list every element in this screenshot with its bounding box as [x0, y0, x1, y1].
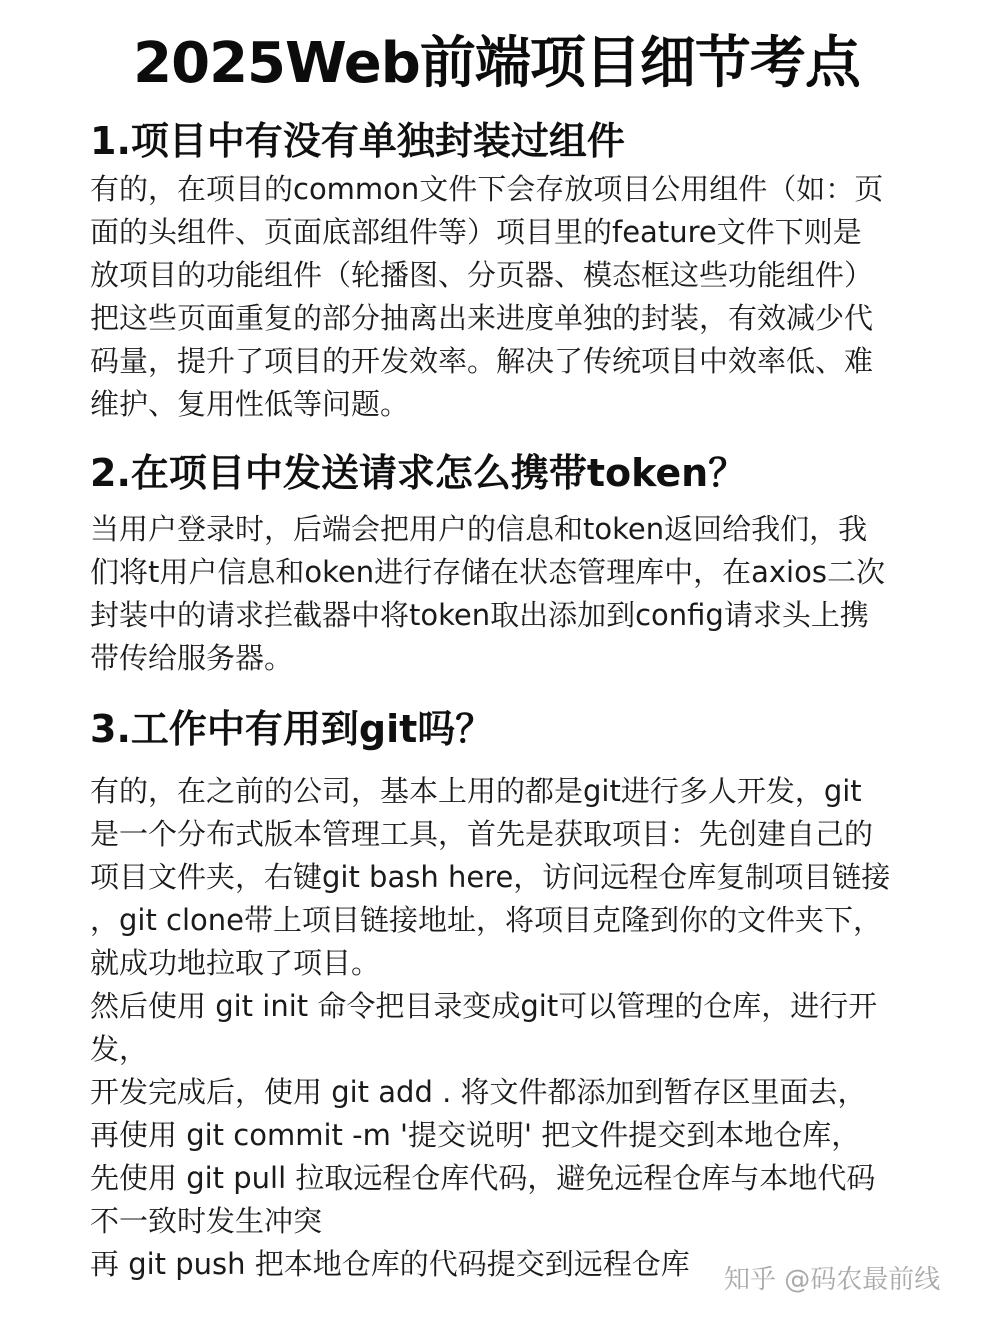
- page-title: 2025Web前端项目细节考点: [133, 31, 860, 96]
- section-2-line: 们将t用户信息和oken进行存储在状态管理库中，在axios二次: [90, 555, 885, 589]
- section-3-line: 先使用 git pull 拉取远程仓库代码，避免远程仓库与本地代码: [90, 1161, 876, 1195]
- section-3-line: 就成功地拉取了项目。: [90, 946, 381, 980]
- section-1-line: 有的，在项目的common文件下会存放项目公用组件（如：页: [90, 172, 884, 206]
- section-1-line: 维护、复用性低等问题。: [90, 387, 410, 421]
- section-2-line: 封装中的请求拦截器中将token取出添加到config请求头上携: [90, 598, 869, 632]
- section-2-line: 当用户登录时，后端会把用户的信息和token返回给我们，我: [90, 512, 868, 546]
- section-3-line: 项目文件夹，右键git bash here，访问远程仓库复制项目链接: [90, 860, 891, 894]
- section-1-line: 把这些页面重复的部分抽离出来进度单独的封装，有效减少代: [90, 301, 874, 335]
- section-3-line: 是一个分布式版本管理工具，首先是获取项目：先创建自己的: [90, 817, 874, 851]
- section-3-heading: 3.工作中有用到git吗？: [90, 707, 494, 751]
- section-3-line: ，git clone带上项目链接地址，将项目克隆到你的文件夹下，: [90, 903, 883, 937]
- section-3-line: 再使用 git commit -m '提交说明' 把文件提交到本地仓库，: [90, 1118, 861, 1152]
- section-1-line: 放项目的功能组件（轮播图、分页器、模态框这些功能组件）: [90, 258, 874, 292]
- section-3-line: 发，: [90, 1032, 149, 1066]
- watermark-text: 知乎 @码农最前线: [724, 1265, 941, 1295]
- section-3-line: 然后使用 git init 命令把目录变成git可以管理的仓库，进行开: [90, 989, 878, 1023]
- section-3-line: 开发完成后，使用 git add . 将文件都添加到暂存区里面去，: [90, 1075, 867, 1109]
- section-2-line: 带传给服务器。: [90, 641, 294, 675]
- section-1-heading: 1.项目中有没有单独封装过组件: [90, 119, 625, 163]
- section-1-line: 面的头组件、页面底部组件等）项目里的feature文件下则是: [90, 215, 862, 249]
- section-3-line: 再 git push 把本地仓库的代码提交到远程仓库: [90, 1247, 690, 1281]
- section-2-heading: 2.在项目中发送请求怎么携带token？: [90, 451, 747, 495]
- section-3-line: 有的，在之前的公司，基本上用的都是git进行多人开发，git: [90, 774, 862, 808]
- section-3-line: 不一致时发生冲突: [90, 1204, 323, 1238]
- section-1-line: 码量，提升了项目的开发效率。解决了传统项目中效率低、难: [90, 344, 874, 378]
